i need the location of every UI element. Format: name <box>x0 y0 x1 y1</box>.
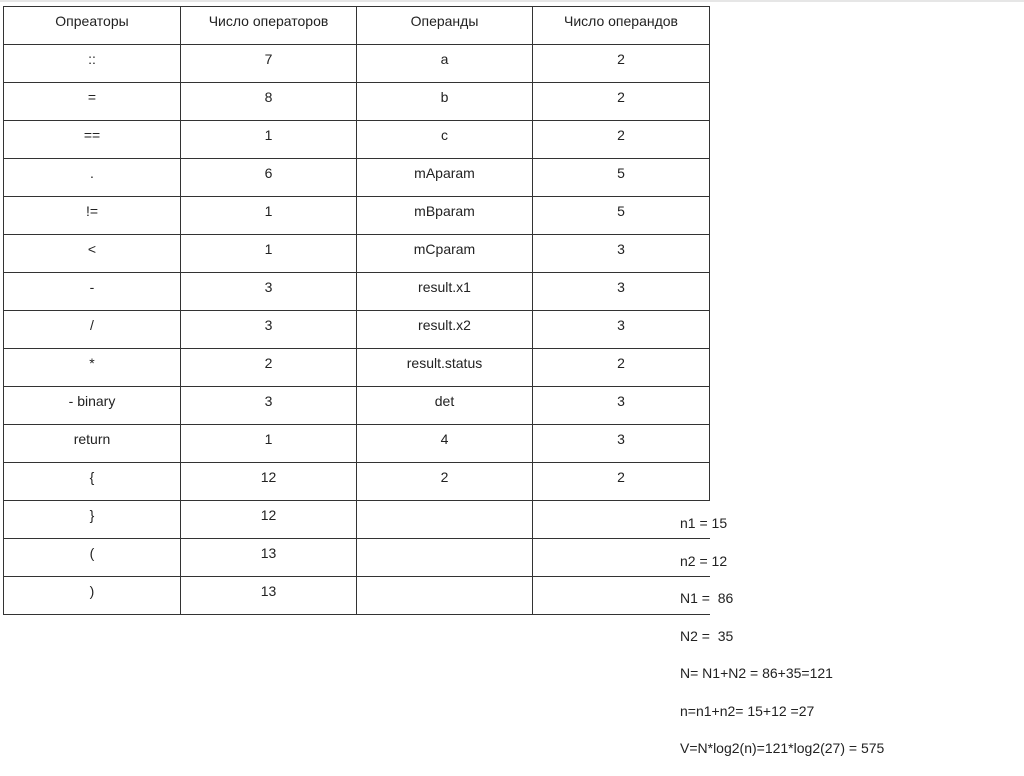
operand-count-cell: 2 <box>533 83 710 121</box>
table-row <box>4 197 710 235</box>
operand-cell: mAparam <box>357 159 533 197</box>
operand-cell: result.x2 <box>357 311 533 349</box>
table-row <box>4 463 710 501</box>
table-row <box>4 311 710 349</box>
table-row <box>4 83 710 121</box>
formula-program-length: N= N1+N2 = 86+35=121 <box>680 665 833 681</box>
operand-count-cell: 2 <box>533 349 710 387</box>
operator-count-cell: 1 <box>181 197 357 235</box>
operator-count-cell: 1 <box>181 235 357 273</box>
operand-cell <box>357 539 533 577</box>
table-row <box>4 45 710 83</box>
formula-total-operands: N2 = 35 <box>680 627 734 644</box>
operator-count-cell: 2 <box>181 349 357 387</box>
header-operand-count: Число операндов <box>533 7 710 45</box>
operand-count-cell: 2 <box>533 463 710 501</box>
operator-cell: / <box>4 311 181 349</box>
table-row <box>4 235 710 273</box>
metrics-formulas <box>680 513 1020 776</box>
operand-cell: result.x1 <box>357 273 533 311</box>
operator-cell: ( <box>4 539 181 577</box>
operator-count-cell: 7 <box>181 45 357 83</box>
operand-cell <box>357 501 533 539</box>
operator-count-cell: 1 <box>181 121 357 159</box>
operand-cell: 2 <box>357 463 533 501</box>
halstead-table <box>3 6 710 615</box>
operand-count-cell: 5 <box>533 197 710 235</box>
operator-cell: - <box>4 273 181 311</box>
operator-count-cell: 3 <box>181 311 357 349</box>
formula-volume: V=N*log2(n)=121*log2(27) = 575 <box>680 740 885 756</box>
operator-count-cell: 12 <box>181 501 357 539</box>
operand-count-cell: 2 <box>533 45 710 83</box>
operand-cell: b <box>357 83 533 121</box>
operator-count-cell: 3 <box>181 387 357 425</box>
operand-count-cell: 3 <box>533 387 710 425</box>
operator-cell: ) <box>4 577 181 615</box>
table-row <box>4 577 710 615</box>
formula-unique-operands: n2 = 12 <box>680 552 728 569</box>
operator-count-cell: 8 <box>181 83 357 121</box>
operand-cell: mCparam <box>357 235 533 273</box>
operand-count-cell: 3 <box>533 425 710 463</box>
operator-cell: != <box>4 197 181 235</box>
operator-count-cell: 13 <box>181 539 357 577</box>
table-row <box>4 159 710 197</box>
table-row <box>4 501 710 539</box>
operator-cell: return <box>4 425 181 463</box>
operator-count-cell: 13 <box>181 577 357 615</box>
operator-cell: < <box>4 235 181 273</box>
table-row <box>4 425 710 463</box>
operand-cell: result.status <box>357 349 533 387</box>
operator-cell: } <box>4 501 181 539</box>
table-row <box>4 273 710 311</box>
operator-cell: * <box>4 349 181 387</box>
operator-count-cell: 1 <box>181 425 357 463</box>
operand-count-cell: 2 <box>533 121 710 159</box>
formula-unique-operators: n1 = 15 <box>680 515 728 531</box>
table-row <box>4 539 710 577</box>
formula-vocabulary: n=n1+n2= 15+12 =27 <box>680 702 815 719</box>
operator-cell: = <box>4 83 181 121</box>
formula-total-operators: N1 = 86 <box>680 590 734 606</box>
operand-cell: c <box>357 121 533 159</box>
operand-count-cell: 3 <box>533 235 710 273</box>
operator-count-cell: 3 <box>181 273 357 311</box>
header-operands: Операнды <box>357 7 533 45</box>
operand-cell: mBparam <box>357 197 533 235</box>
operator-count-cell: 6 <box>181 159 357 197</box>
operand-count-cell: 3 <box>533 311 710 349</box>
slide-top-edge <box>0 0 1024 2</box>
operand-cell: a <box>357 45 533 83</box>
operand-cell: det <box>357 387 533 425</box>
table-row <box>4 121 710 159</box>
operator-cell: :: <box>4 45 181 83</box>
operator-cell: { <box>4 463 181 501</box>
operator-cell: . <box>4 159 181 197</box>
operand-count-cell: 3 <box>533 273 710 311</box>
operator-cell: - binary <box>4 387 181 425</box>
header-operator-count: Число операторов <box>181 7 357 45</box>
table-row <box>4 387 710 425</box>
operator-count-cell: 12 <box>181 463 357 501</box>
operand-cell: 4 <box>357 425 533 463</box>
header-operators: Опреаторы <box>4 7 181 45</box>
operator-cell: == <box>4 121 181 159</box>
operand-count-cell: 5 <box>533 159 710 197</box>
table-header-row <box>4 7 710 45</box>
operand-cell <box>357 577 533 615</box>
table-row <box>4 349 710 387</box>
